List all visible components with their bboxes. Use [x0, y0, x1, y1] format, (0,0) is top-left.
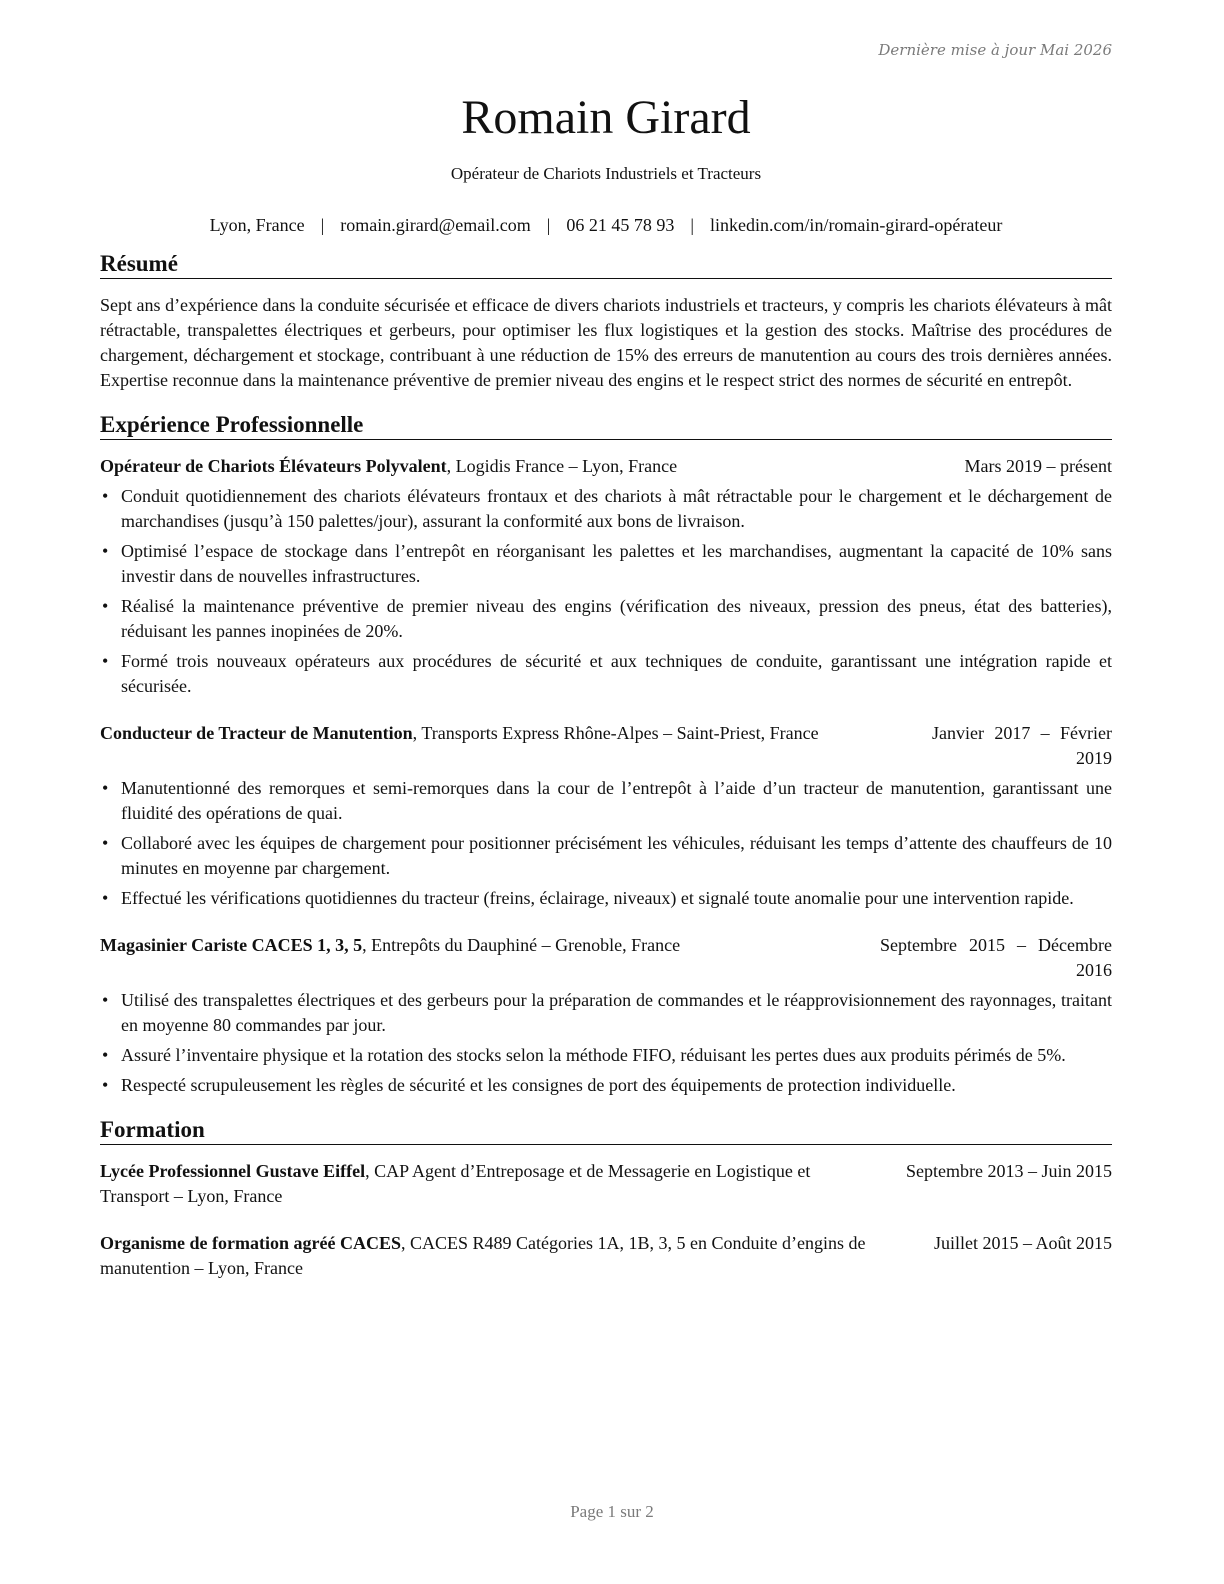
job-title: Opérateur de Chariots Industriels et Tracteurs — [450, 164, 762, 183]
contact-phone[interactable]: 06 21 45 78 93 — [566, 215, 675, 235]
page-number: Page 1 sur 2 — [570, 1502, 654, 1521]
contact-separator: | — [546, 215, 551, 235]
education-header — [100, 1231, 1112, 1281]
education-detail: , CACES R489 Catégories 1A, 1B, 3, 5 en Conduite d’engins de manutention – Lyon, France — [100, 1233, 866, 1278]
job-org: , Logidis France – Lyon, France — [446, 456, 678, 476]
school-name: Organisme de formation agréé CACES — [100, 1233, 401, 1253]
school-name: Lycée Professionnel Gustave Eiffel — [100, 1161, 366, 1181]
section-heading-experience: Expérience Professionnelle — [100, 411, 1112, 440]
job-dates: Mars 2019 – présent — [964, 456, 1112, 476]
contact-separator: | — [690, 215, 694, 235]
contact-separator: | — [320, 215, 325, 235]
resume-page — [100, 40, 1112, 1281]
education-detail: , CAP Agent d’Entreposage et de Messagerie en Logistique et Transport – Lyon, France — [100, 1161, 811, 1206]
list-item: • Effectué les vérifications quotidiennes du tracteur (freins, éclairage, niveaux) et signalé toute anomalie pour une intervention rapide. — [100, 886, 1112, 911]
list-item: • Assuré l’inventaire physique et la rotation des stocks selon la méthode FIFO, réduisant les pertes dues aux produits périmés de 5%. — [100, 1043, 1112, 1068]
education-entry — [100, 1231, 1112, 1281]
job-header — [100, 721, 1112, 771]
job-bullets — [100, 776, 1112, 911]
job-entry — [100, 721, 1112, 911]
candidate-name: Romain Girard — [461, 91, 751, 144]
job-role: Magasinier Cariste CACES 1, 3, 5 — [100, 935, 363, 955]
job-org: , Transports Express Rhône-Alpes – Saint-Priest, France — [412, 723, 819, 743]
education-dates: Juillet 2015 – Août 2015 — [933, 1233, 1112, 1253]
contact-linkedin[interactable]: linkedin.com/in/romain-girard-opérateur — [709, 215, 1003, 235]
list-item: • Utilisé des transpalettes électriques et des gerbeurs pour la préparation de commandes et le réapprovisionnement des rayonnages, traitant en moyenne 80 commandes par jour. — [100, 988, 1112, 1038]
job-dates: Janvier 2017 – Février 2019 — [932, 723, 1112, 768]
list-item: • Réalisé la maintenance préventive de premier niveau des engins (vérification des niveaux, pression des pneus, état des batteries), réduisant les pannes inopinées de 20%. — [100, 594, 1112, 644]
last-updated: Dernière mise à jour Mai 2026 — [878, 41, 1112, 59]
section-heading-summary: Résumé — [100, 250, 1112, 279]
contact-location: Lyon, France — [209, 215, 305, 235]
job-header — [100, 454, 1112, 479]
list-item: • Formé trois nouveaux opérateurs aux procédures de sécurité et aux techniques de conduite, garantissant une intégration rapide et sécurisée. — [100, 649, 1112, 699]
contact-line — [100, 212, 1112, 238]
list-item: • Respecté scrupuleusement les règles de sécurité et les consignes de port des équipements de protection individuelle. — [100, 1073, 1112, 1098]
section-heading-education: Formation — [100, 1116, 1112, 1145]
job-entry — [100, 933, 1112, 1098]
list-item: • Conduit quotidiennement des chariots élévateurs frontaux et des chariots à mât rétractable pour le chargement et le déchargement de marchandises (jusqu’à 150 palettes/jour), assurant la conformité aux bons de livraison. — [100, 484, 1112, 534]
list-item: • Optimisé l’espace de stockage dans l’entrepôt en réorganisant les palettes et les marchandises, augmentant la capacité de 10% sans investir dans de nouvelles infrastructures. — [100, 539, 1112, 589]
education-entry — [100, 1159, 1112, 1209]
job-header — [100, 933, 1112, 983]
education-dates: Septembre 2013 – Juin 2015 — [906, 1161, 1112, 1181]
job-org: , Entrepôts du Dauphiné – Grenoble, France — [362, 935, 681, 955]
summary-text: Sept ans d’expérience dans la conduite sécurisée et efficace de divers chariots industriels et tracteurs, y compris les chariots élévateurs à mât rétractable, transpalettes électriques et gerbeurs, pour optimiser les flux logistiques et la gestion des stocks. Maîtrise des procédures de chargement, déchargement et stockage, contribuant à une réduction de 15% des erreurs de manutention au cours des trois dernières années. Expertise reconnue dans la maintenance préventive de premier niveau des engins et le respect strict des normes de sécurité en entrepôt. — [100, 295, 1112, 390]
education-header — [100, 1159, 1112, 1209]
job-dates: Septembre 2015 – Décembre 2016 — [880, 935, 1112, 980]
job-entry — [100, 454, 1112, 699]
job-bullets — [100, 484, 1112, 699]
contact-email[interactable]: romain.girard@email.com — [340, 215, 531, 235]
job-role: Conducteur de Tracteur de Manutention — [100, 723, 413, 743]
list-item: • Manutentionné des remorques et semi-remorques dans la cour de l’entrepôt à l’aide d’un tracteur de manutention, garantissant une fluidité des opérations de quai. — [100, 776, 1112, 826]
job-bullets — [100, 988, 1112, 1098]
list-item: • Collaboré avec les équipes de chargement pour positionner précisément les véhicules, réduisant les temps d’attente des chauffeurs de 10 minutes en moyenne par chargement. — [100, 831, 1112, 881]
job-role: Opérateur de Chariots Élévateurs Polyvalent — [100, 456, 447, 476]
